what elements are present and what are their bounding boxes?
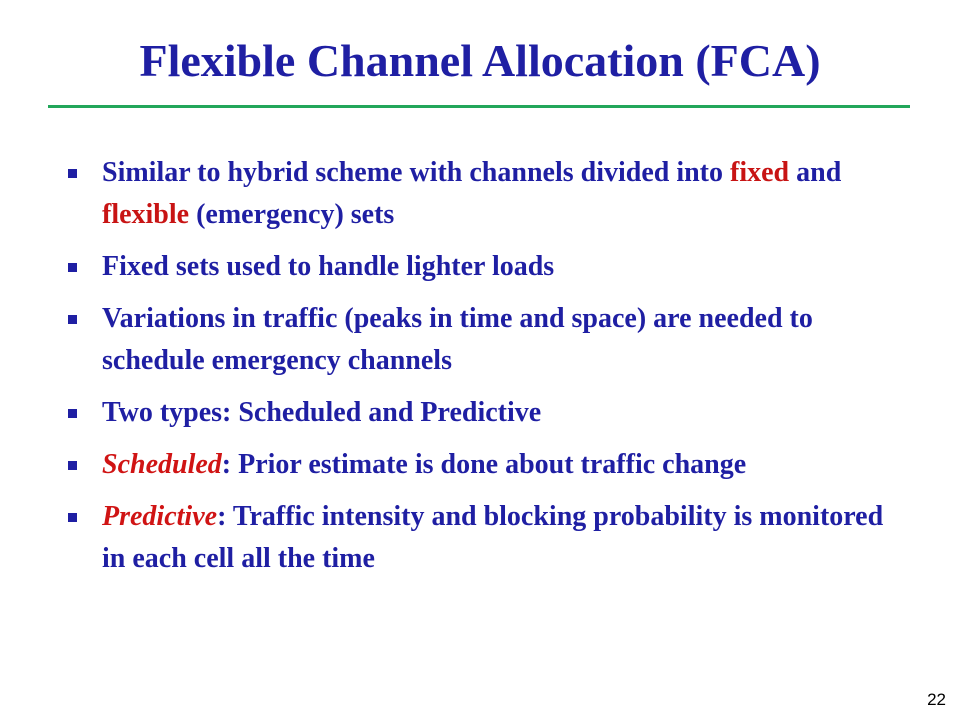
slide-title: Flexible Channel Allocation (FCA) (139, 35, 821, 86)
square-bullet-icon (68, 169, 77, 178)
bullet-list (66, 152, 896, 590)
title-divider (48, 105, 910, 108)
square-bullet-icon (68, 513, 77, 522)
highlight-term-predictive: Predictive (102, 501, 218, 532)
bullet-text: (emergency) sets (189, 199, 395, 230)
bullet-text: : Traffic intensity and blocking probability is monitored in each cell all the time (102, 501, 884, 574)
bullet-item-6 (66, 496, 896, 580)
bullet-item-3 (66, 298, 896, 382)
bullet-item-2 (66, 246, 896, 288)
bullet-item-1 (66, 152, 896, 236)
page-number: 22 (927, 690, 946, 709)
bullet-text: and (789, 157, 842, 188)
square-bullet-icon (68, 263, 77, 272)
square-bullet-icon (68, 315, 77, 324)
bullet-text: Fixed sets used to handle lighter loads (102, 251, 555, 282)
square-bullet-icon (68, 461, 77, 470)
bullet-text: Variations in traffic (peaks in time and space) are needed to schedule emergency channels (102, 303, 813, 376)
bullet-item-5 (66, 444, 896, 486)
bullet-text: Similar to hybrid scheme with channels divided into (102, 157, 731, 188)
highlight-term-flexible: flexible (102, 199, 190, 230)
bullet-item-4 (66, 392, 896, 434)
square-bullet-icon (68, 409, 77, 418)
bullet-text: : Prior estimate is done about traffic change (221, 449, 747, 480)
bullet-text: Two types: Scheduled and Predictive (102, 397, 542, 428)
highlight-term-scheduled: Scheduled (102, 449, 222, 480)
highlight-term-fixed: fixed (730, 157, 790, 188)
